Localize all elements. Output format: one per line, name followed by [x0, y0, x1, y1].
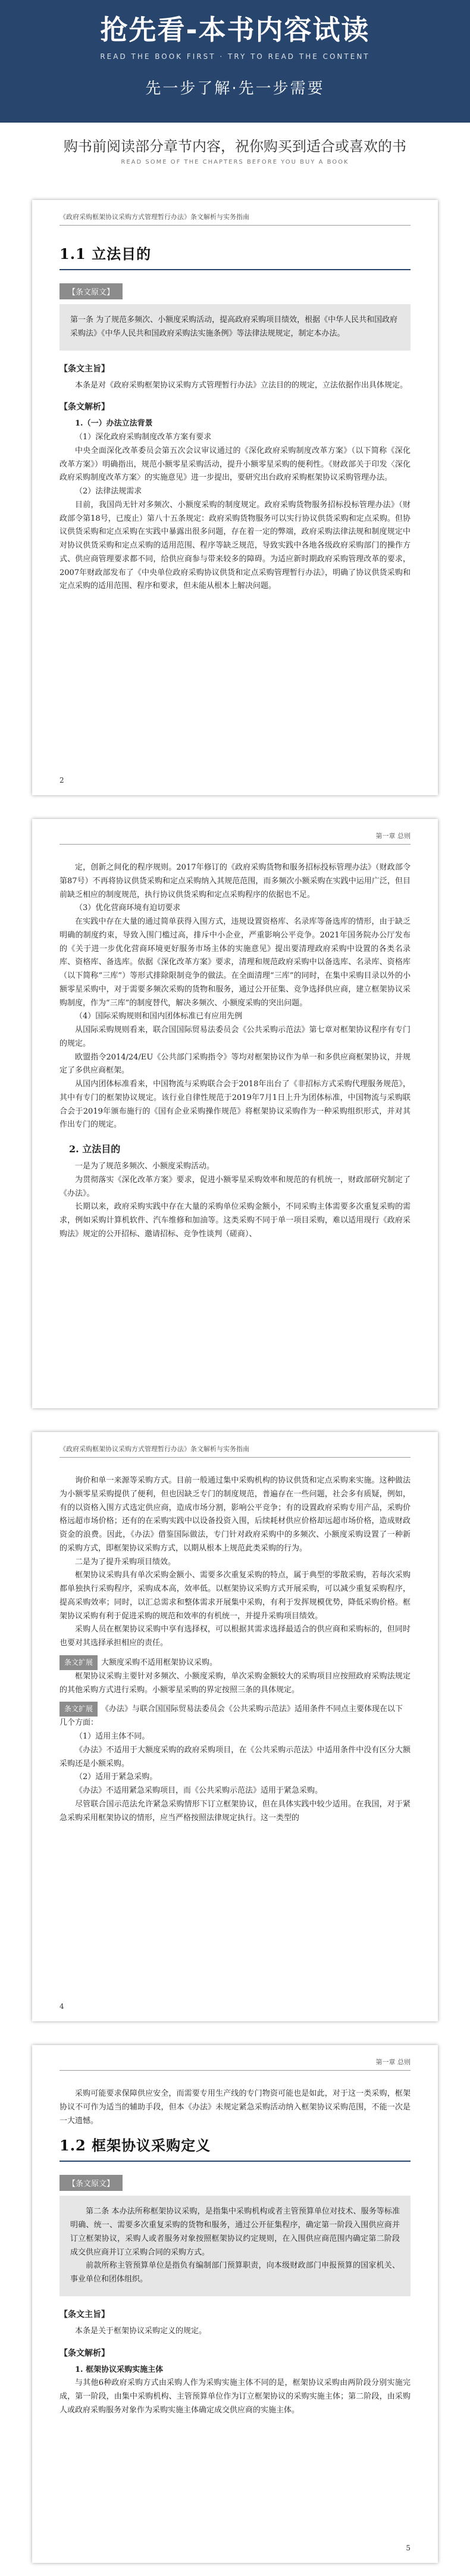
- page-number: 4: [59, 2002, 64, 2011]
- tag-expansion: 条文扩展: [59, 1702, 98, 1717]
- paragraph: 为贯彻落实《深化改革方案》要求，促进小额零星采购效率和规范的有机统一，财政部研究制定了《办法》。: [59, 1175, 411, 1198]
- paragraph: 欧盟指令2014/24/EU《公共部门采购指令》等均对框架协议作为单一和多供应商框架协议，并规定了多供应商框架。: [59, 1052, 411, 1076]
- intro-line-en: READ SOME OF THE CHAPTERS BEFORE YOU BUY A BOOK: [121, 159, 349, 165]
- paragraph: 《办法》不适用于大额度采购的政府采购项目，在《公共采购示范法》中适用条件中没有区分大额采购还是小额采购。: [59, 1745, 411, 1768]
- subheading: （4）国际采购规则和国内团体标准已有应用先例: [75, 1012, 243, 1021]
- book-page-3: [32, 819, 438, 1408]
- running-header: 第一章 总则: [59, 2057, 411, 2071]
- expansion-note: [59, 1702, 411, 1730]
- paragraph: 二是为了提升采购项目绩效。: [75, 1557, 176, 1567]
- original-text-box: [59, 2196, 411, 2296]
- theme-text: 本条是对《政府采购框架协议采购方式管理暂行办法》立法目的的规定，立法依据作出具体规定。: [75, 380, 408, 390]
- subheading: （2）法律法规需求: [75, 487, 142, 496]
- banner-subtitle: READ THE BOOK FIRST · TRY TO READ THE CONTENT: [100, 52, 370, 61]
- tag-original: 【条文原文】: [59, 283, 123, 299]
- paragraph: 一是为了规范多频次、小额度采购活动。: [75, 1162, 215, 1171]
- paragraph: 框架协议采购主要针对多频次、小额度采购，单次采购金额较大的采购项目应按照政府采购法规定的其他采购方式进行采购。小额零星采购的界定按照三条的具体规定。: [59, 1671, 411, 1695]
- tag-theme: 【条文主旨】: [59, 2309, 109, 2319]
- paragraph: 框架协议采购具有单次采购金额小、需要多次重复采购的特点，属于典型的零散采购，若每次采购都单独执行采购程序，采购成本高，效率低。以框架协议采购方式开展采购，可以减少重复采购程序，提高采购效率；同时，以汇总需求和整体需求开展集中采购，有利于发挥规模优势，降低采购价格。框架协议采购有利于促进采购的规范和效率的有机统一，并提升采购项目绩效。: [59, 1571, 411, 1621]
- paragraph: 目前，我国尚无针对多频次、小额度采购的制度规定。政府采购货物服务招标投标管理办法》（财政部令第18号，已废止）第八十五条规定：政府采购货物服务可以实行协议供货采购和定点采购。但协议供货采购和定点采购在实践中暴露出很多问题，存在着一定的弊端，政府采购法律法规和制度规定中对协议供货采购和定点采购的适用范围、程序等缺乏规范，导致实践中各地各级政府采购部门的操作方式、供应商管理要求都不同，给供应商参与带来较多的障碍。为适应新时期政府采购管理改革的要求，2007年财政部发布了《中央单位政府采购协议供货和定点采购管理暂行办法》，明确了协议供货采购和定点采购的适用范围、程序和要求，但未能从根本上解决问题。: [59, 500, 411, 591]
- list-item: （1）适用主体不同。: [75, 1732, 150, 1741]
- original-text-box: [59, 304, 411, 351]
- theme-text: 本条是关于框架协议采购定义的规定。: [75, 2326, 207, 2336]
- banner-tagline: 先一步了解·先一步需要: [145, 80, 325, 98]
- banner-title: 抢先看-本书内容试读: [100, 14, 370, 46]
- book-page-5: [32, 2045, 438, 2563]
- intro: [0, 123, 470, 200]
- original-text: 第一条 为了规范多频次、小额度采购活动，提高政府采购项目绩效，根据《中华人民共和国政府采购法》《中华人民共和国政府采购法实施条例》等法律法规规定，制定本办法。: [70, 315, 398, 338]
- running-header: 《政府采购框架协议采购方式管理暂行办法》条文解析与实务指南: [59, 212, 411, 226]
- paragraph: 中央全面深化改革委员会第五次会议审议通过的《深化政府采购制度改革方案》（以下简称《深化改革方案》）明确指出，规范小额零星采购活动，提升小额零星采购的便利性。《财政部关于印发〈深化政府采购制度改革方案〉的实施意见》进一步提出，要研究出台政府采购框架协议采购管理办法。: [59, 446, 411, 483]
- paragraph: 在实践中存在大量的通过简单获得入围方式，违规设置资格库、名录库等备选库的情形，由于缺乏明确的制度约束，导致入围门槛过高，排斥中小企业，严重影响公平竞争。2021年国务院办公厅发布的《关于进一步优化营商环境更好服务市场主体的实施意见》提出要清理政府采购中设置的各类名录库、资格库、备选库。依据《深化改革方案》要求，清理和规范政府采购中以备选库、名录库、资格库（以下简称“三库”）等形式排除限制竞争的做法。在全面清理“三库”的同时，在集中采购目录以外的小额零星采购中，对于需要多频次采购的货物和服务，通过公开征集、竞争选择供应商，建立框架协议采购制度，作为“三库”的制度替代，解决多频次、小额度采购的突出问题。: [59, 917, 411, 1008]
- original-text: 前款所称主管预算单位是指负有编制部门预算职责，向本级财政部门申报预算的国家机关、事业单位和团体组织。: [70, 2261, 400, 2284]
- page-number: 2: [59, 776, 64, 784]
- intro-line: 购书前阅读部分章节内容，祝你购买到适合或喜欢的书: [64, 138, 406, 155]
- original-text: 第二条 本办法所称框架协议采购，是指集中采购机构或者主管预算单位对技术、服务等标准明确、统一、需要多次重复采购的货物和服务，通过公开征集程序，确定第一阶段入围供应商并订立框架协议，采购人或者服务对象按照框架协议约定规则，在入围供应商范围内确定第二阶段成交供应商并订立采购合同的采购方式。: [70, 2207, 400, 2257]
- subheading: （1）深化政府采购制度改革方案有要求: [75, 433, 212, 442]
- paragraph: 尽管联合国示范法允许紧急采购情形下订立框架协议，但在具体实践中较少适用。在我国，对于紧急采购采用框架协议的情形，应当严格按照法律规定执行。这一类型的: [59, 1799, 411, 1822]
- tag-original: 【条文原文】: [59, 2175, 123, 2191]
- tag-theme: 【条文主旨】: [59, 364, 109, 374]
- tag-analysis: 【条文解析】: [59, 402, 109, 412]
- expansion-text: 《办法》与联合国国际贸易法委员会《公共采购示范法》适用条件不同点主要体现在以下几个方面：: [59, 1705, 403, 1728]
- paragraph: 从国际采购规则看来，联合国国际贸易法委员会《公共采购示范法》第七章对框架协议程序有专门的规定。: [59, 1026, 411, 1048]
- paragraph: 采购人员在框架协议采购中享有选择权，可以根据其需求选择最适合的供应商和采购标的，但同时也要对其选择承担相应的责任。: [59, 1625, 411, 1647]
- paragraph: 长期以来，政府采购实践中存在大量的采购单位采购金额小，不同采购主体需要多次重复采购的需求，例如采购计算机软件、汽车维修和加油等。这类采购不同于单一项目采购，难以适用现行《政府采购法》规定的公开招标、邀请招标、竞争性谈判（磋商）、: [59, 1202, 411, 1239]
- paragraph: 《办法》不适用紧急采购项目，而《公共采购示范法》适用于紧急采购。: [75, 1786, 323, 1795]
- list-item: （2）适用于紧急采购。: [75, 1772, 158, 1782]
- subheading: 1.（一）办法立法背景: [75, 419, 153, 429]
- subheading: （3）优化营商环境有迫切要求: [75, 904, 181, 913]
- paragraph: 与其他6种政府采购方式由采购人作为采购实施主体不同的是，框架协议采购由两阶段分别实施完成，第一阶段，由集中采购机构、主管预算单位作为订立框架协议的采购实施主体；第二阶段，由采购人或政府采购服务对象作为采购实施主体确定成交供应商的实施主体。: [59, 2378, 411, 2415]
- tag-expansion: 条文扩展: [59, 1655, 98, 1670]
- expansion-text: 大额度采购不适用框架协议采购。: [101, 1658, 218, 1667]
- book-page-4: [32, 1432, 438, 2021]
- header-banner: [0, 0, 470, 123]
- paragraph: 采购可能要求保障供应安全，而需要专用生产线的专门物资可能也是如此，对于这一类采购，框架协议不可作为适当的辅助手段，但本《办法》未规定紧急采购活动纳入框架协议采购范围，不能一次是一大遗憾。: [59, 2089, 411, 2125]
- expansion-note: [59, 1655, 411, 1670]
- subheading: 2. 立法目的: [69, 1143, 121, 1155]
- tag-analysis: 【条文解析】: [59, 2348, 109, 2358]
- subheading: 1. 框架协议采购实施主体: [75, 2365, 164, 2374]
- running-header: 第一章 总则: [59, 831, 411, 845]
- paragraph: 从国内团体标准看来，中国物流与采购联合会于2018年出台了《非招标方式采购代理服务规范》，其中有专门的框架协议规定。该行业自律性规范于2019年7月1日上升为团体标准，中国物流与采购联合会于2019年颁布施行的《国有企业采购操作规范》将框架协议采购作为一种采购组织形式，并对其作出专门的规定。: [59, 1080, 411, 1130]
- section-title: 1.1 立法目的: [59, 242, 411, 270]
- page-number: 5: [406, 2544, 411, 2552]
- book-page-2: [32, 200, 438, 795]
- paragraph: 询价和单一来源等采购方式。目前一般通过集中采购机构的协议供货和定点采购来实施。这种做法为小额零星采购提供了便利，但也因缺乏专门的制度规范，普遍存在一些问题，社会多有质疑，例如，有的以资格入围方式选定供应商，造成市场分割，影响公平竞争；有的设置政府采购专用产品，采购价格远超市场价格；还有的在采购实践中以设备投资入围，后续耗材供应价格却远超市场价格，造成财政资金的浪费。因此，《办法》借鉴国际做法，专门针对政府采购中的多频次、小额度采购设置了一种新的采购方式，即框架协议采购方式，以期从根本上规范此类采购的行为。: [59, 1476, 411, 1553]
- paragraph: 定，创新之间化的程序规则。2017年修订的《政府采购货物和服务招标投标管理办法》（财政部令第87号）不再将协议供货采购和定点采购纳入其规范范围，而多频次小额采购在实践中运用广泛，但目前缺乏相应的制度规范，执行协议供货采购和定点采购程序的依据也不足。: [59, 863, 411, 899]
- section-title: 1.2 框架协议采购定义: [59, 2134, 411, 2162]
- running-header: 《政府采购框架协议采购方式管理暂行办法》条文解析与实务指南: [59, 1444, 411, 1458]
